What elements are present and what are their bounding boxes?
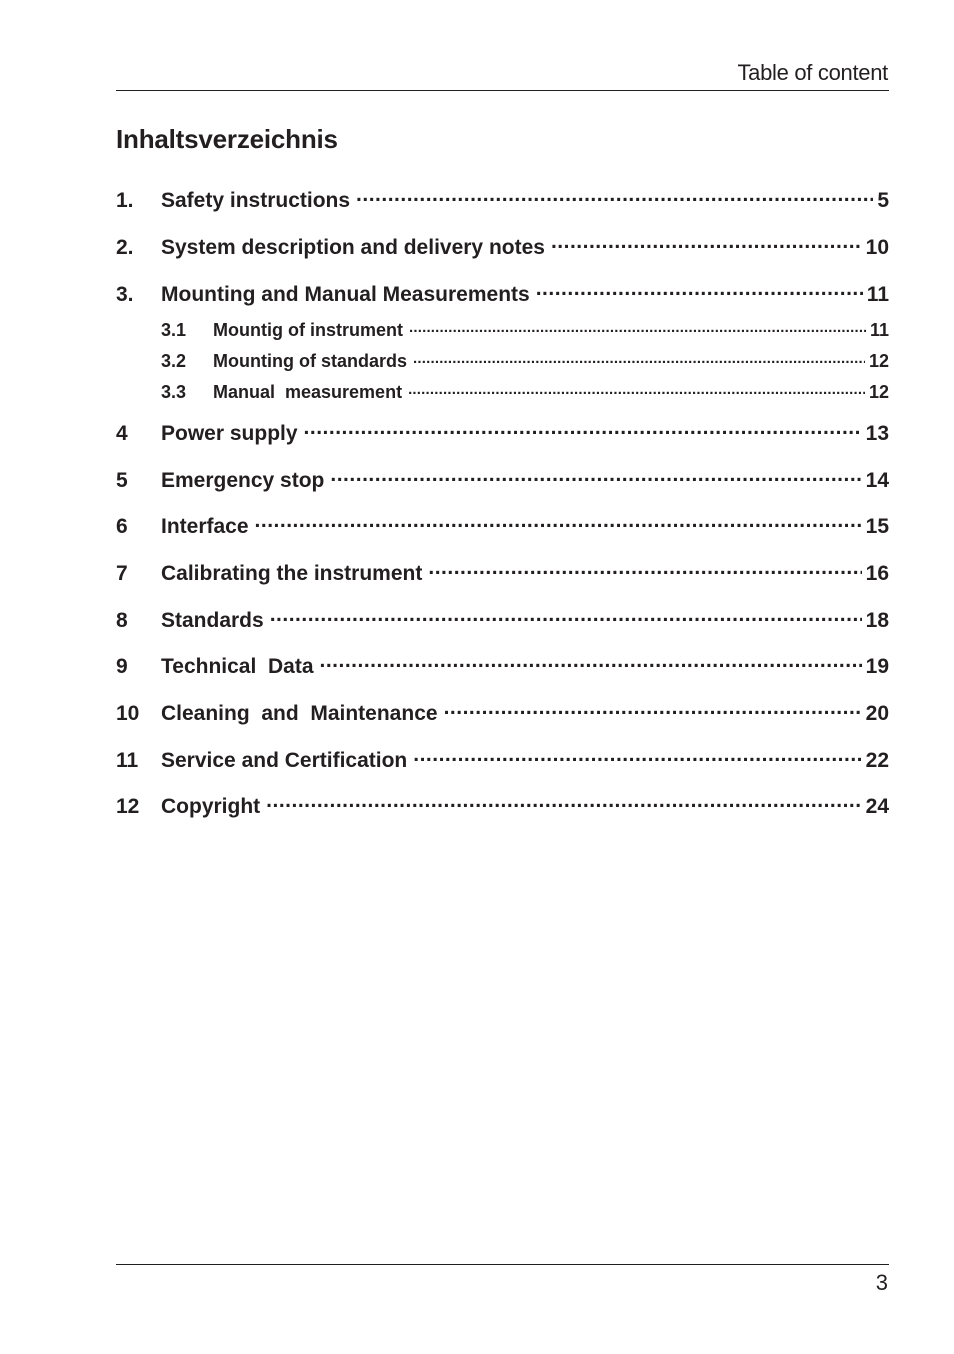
toc-dot-leader bbox=[255, 512, 862, 533]
toc-entry-2[interactable] bbox=[116, 233, 889, 260]
toc-entry-number: 3. bbox=[116, 283, 134, 306]
toc-entry-number: 6 bbox=[116, 515, 128, 538]
toc-entry-7[interactable] bbox=[116, 559, 889, 586]
toc-entry-3-2[interactable] bbox=[116, 349, 889, 372]
toc-entry-page: 16 bbox=[865, 562, 889, 585]
toc-dot-leader bbox=[320, 652, 862, 673]
toc-entry-label: Emergency stop bbox=[161, 469, 325, 492]
toc-entry-number: 9 bbox=[116, 655, 128, 678]
toc-entry-9[interactable] bbox=[116, 652, 889, 679]
toc-entry-4[interactable] bbox=[116, 419, 889, 446]
toc-entry-page: 22 bbox=[865, 749, 889, 772]
toc-dot-leader bbox=[551, 233, 862, 254]
toc-entry-page: 12 bbox=[868, 382, 889, 402]
toc-entry-3-1[interactable] bbox=[116, 318, 889, 341]
toc-entry-label: Safety instructions bbox=[161, 189, 351, 212]
toc-entry-number: 8 bbox=[116, 609, 128, 632]
toc-dot-leader bbox=[270, 606, 862, 627]
toc-entry-page: 11 bbox=[869, 320, 889, 340]
toc-entry-label: Cleaning and Maintenance bbox=[161, 702, 438, 725]
toc-entry-number: 3.2 bbox=[161, 351, 187, 371]
toc-entry-page: 12 bbox=[868, 351, 889, 371]
toc-entry-page: 19 bbox=[865, 655, 889, 678]
toc-dot-leader bbox=[356, 186, 873, 207]
toc-entry-number: 3.3 bbox=[161, 382, 187, 402]
toc-entry-label: Service and Certification bbox=[161, 749, 408, 772]
page-title: Inhaltsverzeichnis bbox=[116, 124, 338, 154]
toc-entry-label: Mounting of standards bbox=[213, 351, 407, 371]
toc-entry-12[interactable] bbox=[116, 792, 889, 819]
toc-dot-leader bbox=[536, 280, 863, 301]
toc-entry-8[interactable] bbox=[116, 606, 889, 633]
toc-entry-label: Interface bbox=[161, 515, 249, 538]
toc-entry-label: Mountig of instrument bbox=[213, 320, 403, 340]
toc-dot-leader bbox=[330, 466, 861, 487]
toc-entry-page: 5 bbox=[877, 189, 889, 212]
toc-entry-number: 1. bbox=[116, 189, 134, 212]
toc-dot-leader bbox=[428, 559, 861, 580]
toc-dot-leader bbox=[413, 349, 865, 367]
toc-entry-10[interactable] bbox=[116, 699, 889, 726]
toc-dot-leader bbox=[304, 419, 862, 440]
toc-entry-page: 18 bbox=[865, 609, 889, 632]
toc-entry-number: 12 bbox=[116, 795, 140, 818]
toc-entry-label: Standards bbox=[161, 609, 264, 632]
toc-entry-5[interactable] bbox=[116, 466, 889, 493]
toc-dot-leader bbox=[413, 746, 861, 767]
toc-entry-label: Manual measurement bbox=[213, 382, 403, 402]
toc-entry-3-3[interactable] bbox=[116, 380, 889, 403]
toc-entry-number: 7 bbox=[116, 562, 128, 585]
running-header-title: Table of content bbox=[737, 60, 888, 85]
toc-entry-6[interactable] bbox=[116, 512, 889, 539]
toc-entry-number: 4 bbox=[116, 422, 128, 445]
toc-entry-page: 11 bbox=[866, 283, 889, 306]
toc-entry-page: 15 bbox=[865, 515, 889, 538]
toc-entry-11[interactable] bbox=[116, 746, 889, 773]
toc-entry-number: 5 bbox=[116, 469, 128, 492]
toc-entry-page: 13 bbox=[865, 422, 889, 445]
toc-dot-leader bbox=[409, 318, 866, 336]
toc-dot-leader bbox=[444, 699, 862, 720]
toc-entry-number: 3.1 bbox=[161, 320, 187, 340]
toc-entry-3[interactable] bbox=[116, 280, 889, 307]
toc-entry-label: Copyright bbox=[161, 795, 261, 818]
footer-divider bbox=[116, 1264, 889, 1265]
toc-dot-leader bbox=[266, 792, 861, 813]
toc-entry-label: Calibrating the instrument bbox=[161, 562, 423, 585]
toc-entry-page: 20 bbox=[865, 702, 889, 725]
page-number: 3 bbox=[875, 1270, 888, 1295]
toc-entry-number: 10 bbox=[116, 702, 140, 725]
toc-entry-label: Technical Data bbox=[161, 655, 314, 678]
toc-entry-1[interactable] bbox=[116, 186, 889, 213]
toc-entry-number: 11 bbox=[116, 749, 139, 772]
toc-entry-label: System description and delivery notes bbox=[161, 236, 545, 259]
toc-entry-page: 10 bbox=[865, 236, 889, 259]
toc-entry-page: 24 bbox=[865, 795, 889, 818]
toc-dot-leader bbox=[408, 380, 865, 398]
toc-entry-number: 2. bbox=[116, 236, 134, 259]
toc-entry-page: 14 bbox=[865, 469, 889, 492]
header-divider bbox=[116, 90, 889, 91]
toc-entry-label: Mounting and Manual Measurements bbox=[161, 283, 530, 306]
toc-entry-label: Power supply bbox=[161, 422, 298, 445]
